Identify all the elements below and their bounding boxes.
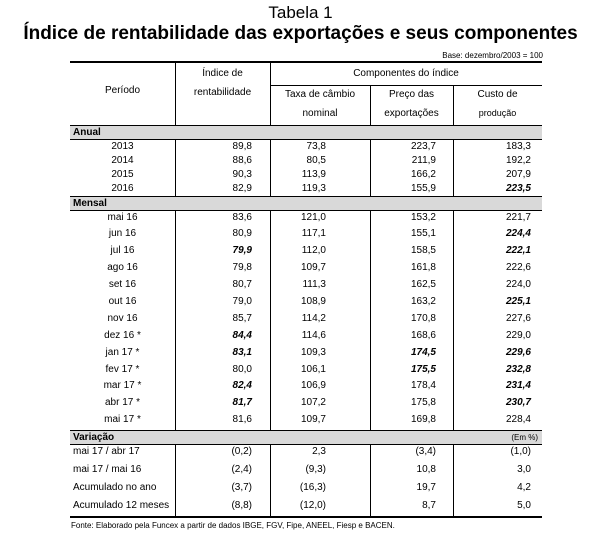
- mensal-rows: [70, 211, 542, 432]
- row-value: 90,3: [232, 168, 252, 180]
- row-period: 2015: [111, 168, 134, 180]
- row-value: 83,6: [232, 211, 252, 223]
- row-value: 80,7: [232, 279, 252, 291]
- row-value: 231,4: [505, 380, 531, 392]
- table-row: [70, 154, 542, 168]
- row-value: 109,7: [300, 262, 326, 274]
- row-value: (0,2): [231, 446, 252, 458]
- table-row: [70, 346, 542, 363]
- row-value: 80,0: [232, 363, 252, 375]
- row-period: 2013: [111, 141, 134, 152]
- section-anual: Anual: [70, 126, 542, 140]
- table-row: [70, 295, 542, 312]
- row-value: (1,0): [510, 446, 531, 458]
- row-value: 192,2: [505, 154, 531, 166]
- table-row: [70, 413, 542, 430]
- row-value: 112,0: [301, 245, 326, 257]
- table-row: [70, 278, 542, 295]
- row-period: dez 16 *: [104, 329, 141, 341]
- row-value: 85,7: [232, 312, 252, 324]
- row-period: 2016: [111, 182, 134, 194]
- source-note: Fonte: Elaborado pela Funcex a partir de dados IBGE, FGV, Fipe, ANEEL, Fiesp e BACEN.: [71, 521, 395, 530]
- header-taxa-l1: Taxa de câmbio: [284, 89, 356, 100]
- row-value: 168,6: [410, 329, 436, 341]
- table-row: [70, 463, 542, 481]
- row-value: (8,8): [231, 499, 252, 511]
- row-value: 81,6: [232, 414, 252, 426]
- variacao-rows: [70, 445, 542, 516]
- row-period: ago 16: [107, 262, 138, 274]
- row-period: mar 17 *: [103, 380, 142, 392]
- table-row: [70, 363, 542, 380]
- row-value: 84,4: [232, 329, 252, 341]
- header-preco-l1: Preço das: [388, 89, 435, 100]
- row-value: 19,7: [416, 481, 436, 493]
- row-value: 224,4: [505, 228, 531, 240]
- row-value: 119,3: [301, 182, 326, 194]
- table-row: [70, 379, 542, 396]
- table-caption: Tabela 1: [268, 3, 333, 22]
- row-value: 79,8: [232, 262, 252, 274]
- row-value: (3,7): [231, 481, 252, 493]
- row-value: (9,3): [305, 463, 326, 475]
- row-value: (2,4): [231, 463, 252, 475]
- row-value: 223,7: [410, 141, 436, 152]
- row-period: jun 16: [108, 228, 137, 240]
- row-value: 175,5: [410, 363, 436, 375]
- row-value: 169,8: [410, 414, 436, 426]
- row-period: jul 16: [110, 245, 135, 257]
- row-period: jan 17 *: [105, 346, 140, 358]
- row-period: set 16: [108, 279, 137, 291]
- row-value: 222,1: [505, 245, 531, 257]
- unit-label: (Em %): [511, 433, 538, 443]
- row-value: 82,4: [232, 380, 252, 392]
- row-value: 178,4: [410, 380, 436, 392]
- table-row: [70, 329, 542, 346]
- row-period: Acumulado 12 meses: [73, 499, 170, 511]
- row-value: 227,6: [505, 312, 531, 324]
- row-period: fev 17 *: [105, 363, 140, 375]
- row-value: 174,5: [410, 346, 436, 358]
- row-value: 5,0: [517, 499, 531, 511]
- table-header: [70, 63, 542, 126]
- row-value: 106,9: [300, 380, 326, 392]
- header-periodo: Período: [104, 85, 141, 96]
- header-taxa-l2: nominal: [302, 108, 338, 119]
- row-value: 163,2: [410, 296, 436, 308]
- row-value: 80,9: [232, 228, 252, 240]
- row-value: 106,1: [300, 363, 326, 375]
- table-row: [70, 140, 542, 154]
- anual-rows: [70, 140, 542, 197]
- table-row: [70, 396, 542, 413]
- row-period: mai 16: [107, 211, 138, 223]
- row-value: 79,0: [232, 296, 252, 308]
- row-value: 222,6: [505, 262, 531, 274]
- row-value: 83,1: [232, 346, 252, 358]
- row-value: (3,4): [415, 446, 436, 458]
- row-value: 228,4: [505, 414, 531, 426]
- row-value: 4,2: [517, 481, 531, 493]
- table-title: Índice de rentabilidade das exportações e seus componentes: [23, 23, 578, 44]
- row-value: 153,2: [410, 211, 436, 223]
- table-row: [70, 261, 542, 278]
- row-value: 73,8: [306, 141, 326, 152]
- row-value: 109,3: [300, 346, 326, 358]
- header-custo-l1: Custo de: [477, 89, 518, 100]
- row-value: 81,7: [232, 397, 252, 409]
- row-period: Acumulado no ano: [73, 481, 157, 493]
- row-value: 207,9: [505, 168, 531, 180]
- base-note: Base: dezembro/2003 = 100: [442, 51, 543, 60]
- table-row: [70, 499, 542, 517]
- table-row: [70, 182, 542, 196]
- row-value: 80,5: [306, 154, 326, 166]
- table-row: [70, 481, 542, 499]
- row-value: 117,1: [301, 228, 326, 240]
- row-value: 229,0: [505, 329, 531, 341]
- row-value: 88,6: [232, 154, 252, 166]
- row-value: 121,0: [300, 211, 326, 223]
- row-value: 170,8: [410, 312, 436, 324]
- row-value: 166,2: [410, 168, 436, 180]
- row-value: 89,8: [232, 141, 252, 152]
- table-row: [70, 244, 542, 261]
- row-value: (16,3): [299, 481, 326, 493]
- row-period: 2014: [111, 154, 134, 166]
- row-value: 175,8: [410, 397, 436, 409]
- row-value: 155,1: [410, 228, 436, 240]
- table-row: [70, 211, 542, 228]
- row-value: 79,9: [232, 245, 252, 257]
- row-value: 225,1: [505, 296, 531, 308]
- row-value: 111,3: [302, 279, 326, 291]
- row-value: 113,9: [301, 168, 326, 180]
- row-period: mai 17 / abr 17: [73, 446, 140, 458]
- table-row: [70, 312, 542, 329]
- header-custo-l2: produção: [478, 108, 517, 118]
- row-value: 3,0: [517, 463, 531, 475]
- row-period: nov 16: [107, 312, 138, 324]
- row-value: 82,9: [232, 182, 252, 194]
- row-period: mai 17 / mai 16: [73, 463, 142, 475]
- row-value: 224,0: [505, 279, 531, 291]
- row-value: 158,5: [410, 245, 436, 257]
- row-value: 10,8: [416, 463, 436, 475]
- table-row: [70, 227, 542, 244]
- row-value: 230,7: [505, 397, 531, 409]
- header-indice-l1: Índice de: [202, 68, 243, 79]
- row-value: 183,3: [505, 141, 531, 152]
- row-value: 109,7: [300, 414, 326, 426]
- header-preco-l2: exportações: [384, 108, 439, 119]
- row-value: 2,3: [312, 446, 326, 458]
- row-value: 229,6: [505, 346, 531, 358]
- header-indice-l2: rentabilidade: [193, 87, 252, 98]
- row-value: 221,7: [505, 211, 531, 223]
- row-period: abr 17 *: [104, 397, 141, 409]
- data-table: [70, 61, 542, 518]
- row-value: 114,6: [301, 329, 326, 341]
- header-componentes: Componentes do índice: [353, 68, 459, 79]
- table-row: [70, 168, 542, 182]
- row-value: 232,8: [505, 363, 531, 375]
- row-value: (12,0): [299, 499, 326, 511]
- row-value: 108,9: [300, 296, 326, 308]
- section-variacao: Variação (Em %): [70, 431, 542, 445]
- row-value: 223,5: [505, 182, 531, 194]
- row-period: out 16: [108, 296, 137, 308]
- row-value: 211,9: [411, 154, 436, 166]
- row-value: 161,8: [410, 262, 436, 274]
- table-row: [70, 445, 542, 463]
- row-value: 107,2: [300, 397, 326, 409]
- section-mensal: Mensal: [70, 197, 542, 211]
- row-value: 114,2: [301, 312, 326, 324]
- row-period: mai 17 *: [104, 414, 141, 426]
- row-value: 155,9: [410, 182, 436, 194]
- row-value: 8,7: [422, 499, 436, 511]
- row-value: 162,5: [410, 279, 436, 291]
